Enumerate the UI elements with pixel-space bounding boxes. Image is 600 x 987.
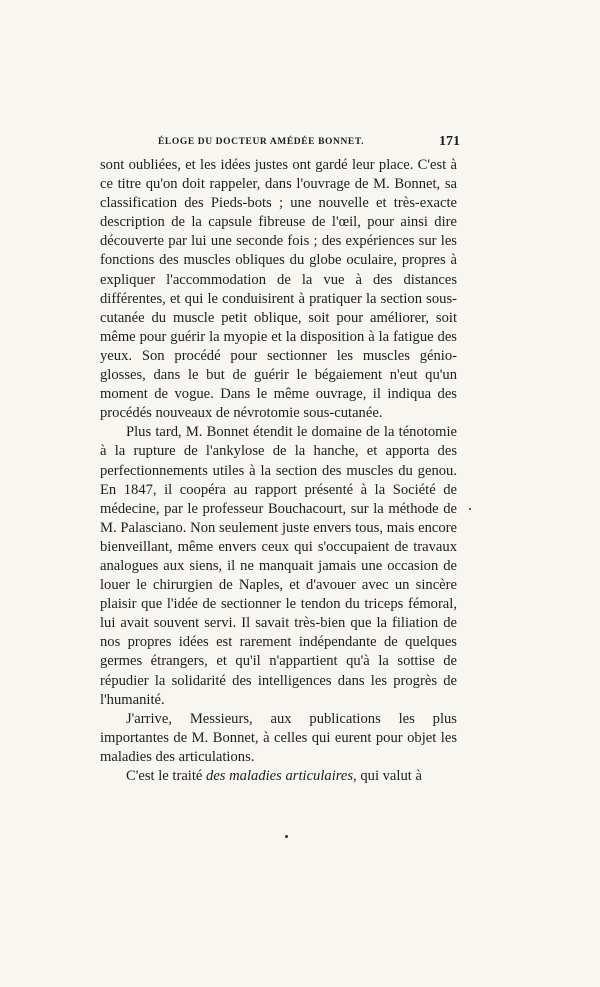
paragraph-2: Plus tard, M. Bonnet étendit le domaine de la ténotomie à la rupture de l'ankylose de la hanche, et apporta des perfectionnements utiles à la section des muscles du genou. En 1847, il coopéra au rapport présenté à la Société de médecine, par le professeur Bouchacourt, sur la méthode de M. Palasciano. Non seulement juste envers tous, mais encore bienveillant, même envers ceux qui s'occupaient de travaux analogues aux siens, il ne manquait jamais une occasion de louer le chirurgien de Naples, et d'avouer avec un sincère plaisir que l'idée de sectionner le tendon du triceps fémoral, lui avait souvent servi. Il savait très-bien que la filiation de nos propres idées est rarement indépendante de quelques germes étrangers, et qu'il n'appartient qu'à la sottise de répudier la solidarité des intelligences dans les progrès de l'humanité. <box>100 424 457 708</box>
ink-speck <box>469 508 471 510</box>
paragraph-1: sont oubliées, et les idées justes ont gardé leur place. C'est à ce titre qu'on doit rappeler, dans l'ouvrage de M. Bonnet, sa classification des Pieds-bots ; une nouvelle et très-exacte description de la capsule fibreuse de l'œil, pour ainsi dire découverte par lui une seconde fois ; des expériences sur les fonctions des muscles obliques du globe oculaire, propres à expliquer l'accommodation de la vue à des distances différentes, et qui le conduisirent à pratiquer la section sous-cutanée du muscle petit oblique, soit pour améliorer, soit même pour guérir la myopie et la disposition à la fatigue des yeux. Son procédé pour sectionner les muscles génio-glosses, dans le but de guérir le bégaiement n'eut qu'un moment de vogue. Dans le même ouvrage, il indiqua des procédés nouveaux de névrotomie sous-cutanée. <box>100 157 457 422</box>
paragraph-3: J'arrive, Messieurs, aux publications les plus importantes de M. Bonnet, à celles qui eurent pour objet les maladies des articulations. <box>100 710 457 765</box>
paragraph-4-end: , qui valut à <box>353 768 422 784</box>
page-number: 171 <box>439 134 460 149</box>
ink-speck <box>285 835 288 838</box>
paragraph-4 <box>100 767 457 786</box>
paragraph-4-start: C'est le traité <box>126 768 207 784</box>
body-text <box>100 156 457 786</box>
running-title: ÉLOGE DU DOCTEUR AMÉDÉE BONNET. <box>158 137 365 147</box>
paragraph-4-italic-title: des maladies articulaires <box>206 768 354 784</box>
page-header <box>140 134 460 154</box>
